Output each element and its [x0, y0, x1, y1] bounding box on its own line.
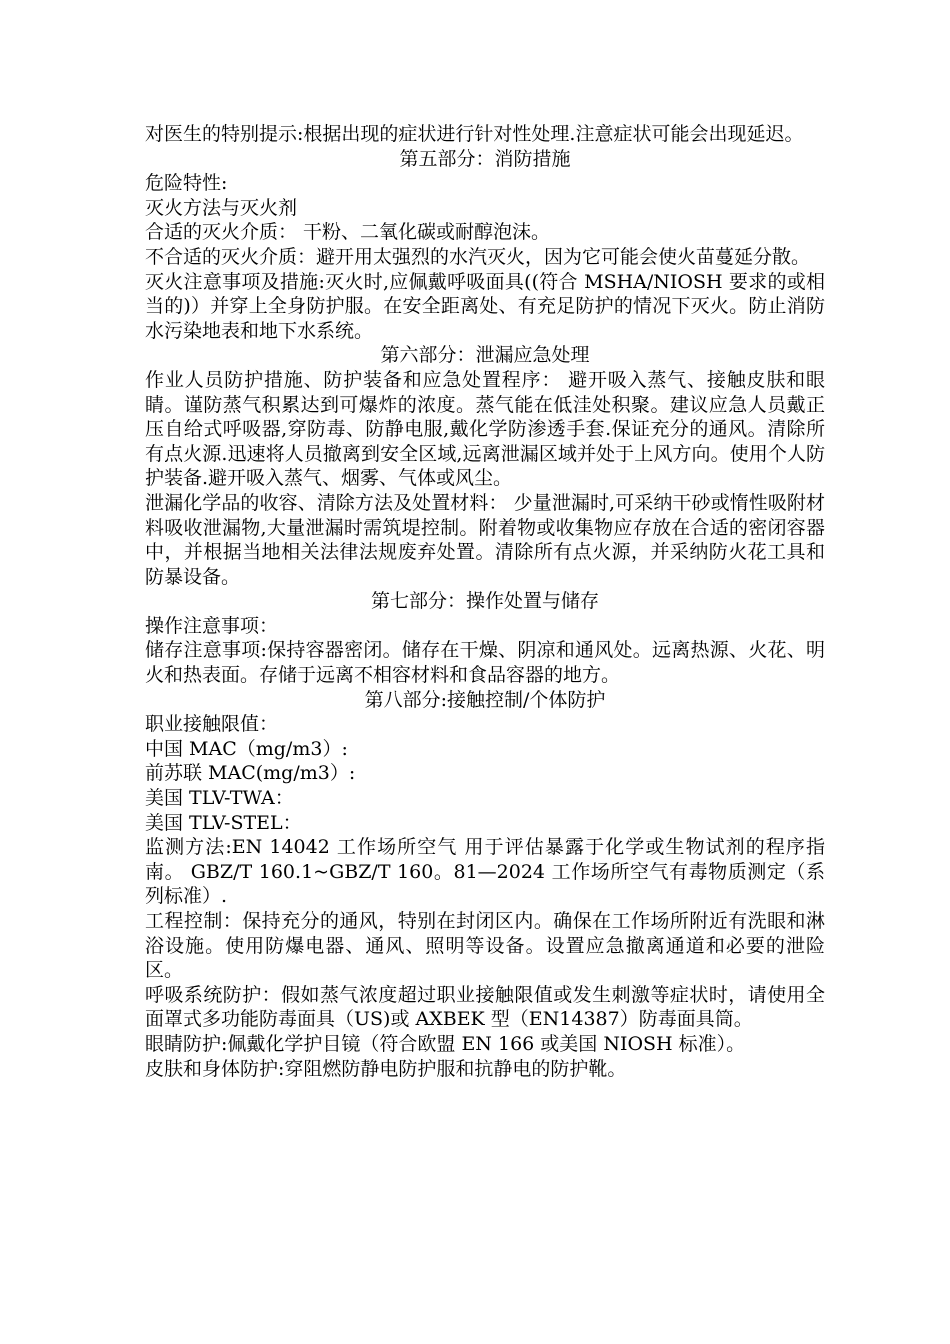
section5-title: 第五部分：消防措施 — [399, 147, 571, 170]
doctor-note: 对医生的特别提示:根据出现的症状进行针对性处理.注意症状可能会出现延迟。 — [145, 123, 804, 145]
section7-title: 第七部分：操作处置与储存 — [370, 590, 599, 613]
eye-protection: 眼睛防护:佩戴化学护目镜（符合欧盟 EN 166 或美国 NIOSH 标准）。 — [145, 1032, 746, 1055]
respiratory-protection: 呼吸系统防护：假如蒸气浓度超过职业接触限值或发生刺激等症状时，请使用全面罩式多功能防毒面具（US)或 AXBEK 型（EN14387）防毒面具筒。 — [145, 983, 825, 1031]
extinguishing-methods-title: 灭火方法与灭火剂 — [145, 196, 298, 219]
section6-title: 第六部分：泄漏应急处理 — [380, 344, 590, 367]
unsuitable-media: 不合适的灭火介质：避开用太强烈的水汽灭火，因为它可能会使火苗蔓延分散。 — [145, 245, 811, 268]
us-tlv-stel: 美国 TLV-STEL： — [145, 811, 302, 834]
section8-title: 第八部分:接触控制/个体防护 — [364, 688, 606, 711]
engineering-controls: 工程控制：保持充分的通风，特别在封闭区内。确保在工作场所附近有洗眼和淋浴设施。使用防爆电器、通风、照明等设备。设置应急撤离通道和必要的泄险区。 — [145, 910, 825, 982]
cleanup-methods: 泄漏化学品的收容、清除方法及处置材料： 少量泄漏时,可采纳干砂或惰性吸附材料吸收泄漏物,大量泄漏时需筑堤控制。附着物或收集物应存放在合适的密闭容器中，并根据当地相关法律法规废弃处置。清除所有点火源，并采纳防火花工具和防暴设备。 — [145, 491, 825, 588]
china-mac: 中国 MAC（mg/m3）: — [145, 737, 348, 760]
document-page — [145, 122, 825, 1081]
hazard-properties: 危险特性: — [145, 172, 228, 195]
firefighting-precautions: 灭火注意事项及措施:灭火时,应佩戴呼吸面具((符合 MSHA/NIOSH 要求的或相当的)）并穿上全身防护服。在安全距离处、有充足防护的情况下灭火。防止消防水污染地表和地下水系统。 — [145, 270, 825, 342]
handling-precautions: 操作注意事项： — [145, 614, 279, 637]
suitable-media: 合适的灭火介质： 干粉、二氧化碳或耐醇泡沫。 — [145, 221, 551, 244]
skin-protection: 皮肤和身体防护:穿阻燃防静电防护服和抗静电的防护靴。 — [145, 1057, 627, 1080]
monitoring-methods: 监测方法:EN 14042 工作场所空气 用于评估暴露于化学或生物试剂的程序指南。 GBZ/T 160.1~GBZ/T 160。81—2024 工作场所空气有毒物质测定（系列标准）. — [145, 836, 825, 908]
ussr-mac: 前苏联 MAC(mg/m3）: — [145, 762, 356, 785]
us-tlv-twa: 美国 TLV-TWA： — [145, 787, 294, 810]
storage-precautions: 储存注意事项:保持容器密闭。储存在干燥、阴凉和通风处。远离热源、火花、明火和热表面。存储于远离不相容材料和食品容器的地方。 — [145, 639, 825, 687]
personal-precautions: 作业人员防护措施、防护装备和应急处置程序： 避开吸入蒸气、接触皮肤和眼睛。谨防蒸气积累达到可爆炸的浓度。蒸气能在低洼处积聚。建议应急人员戴正压自给式呼吸器,穿防毒、防静电服,戴化学防渗透手套.保证充分的通风。清除所有点火源.迅速将人员撤离到安全区域,远离泄漏区域并处于上风方向。使用个人防护装备.避开吸入蒸气、烟雾、气体或风尘。 — [145, 368, 825, 490]
exposure-limits: 职业接触限值： — [145, 713, 279, 736]
